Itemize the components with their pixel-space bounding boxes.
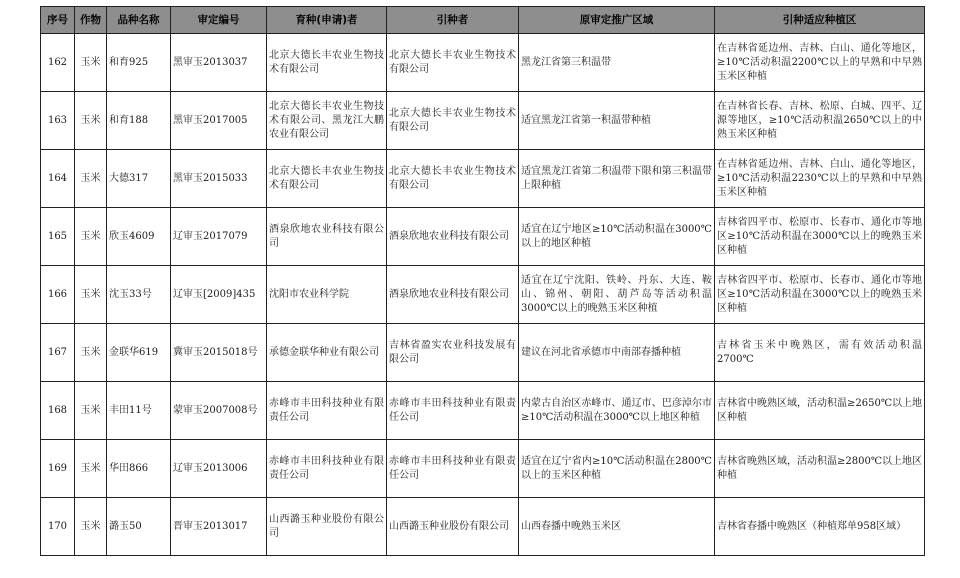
cell-introducer: 北京大德长丰农业生物技术有限公司 <box>387 92 519 150</box>
cell-variety: 丰田11号 <box>107 382 171 440</box>
cell-breeder: 沈阳市农业科学院 <box>267 266 387 324</box>
cell-variety: 欣玉4609 <box>107 208 171 266</box>
cell-original-region: 山西春播中晚熟玉米区 <box>519 498 715 556</box>
cell-breeder: 承德金联华种业有限公司 <box>267 324 387 382</box>
cell-index: 165 <box>41 208 75 266</box>
cell-index: 167 <box>41 324 75 382</box>
cell-crop: 玉米 <box>75 208 107 266</box>
cell-original-region: 适宜在辽宁省内≥10℃活动积温在2800℃以上的玉米区种植 <box>519 440 715 498</box>
cell-suitable-region: 吉林省晚熟区域，活动积温≥2800℃以上地区种植 <box>715 440 925 498</box>
cell-original-region: 建议在河北省承德市中南部春播种植 <box>519 324 715 382</box>
cell-variety: 金联华619 <box>107 324 171 382</box>
cell-approval-no: 冀审玉2015018号 <box>171 324 267 382</box>
cell-variety: 和育188 <box>107 92 171 150</box>
cell-breeder: 赤峰市丰田科技种业有限责任公司 <box>267 440 387 498</box>
cell-breeder: 赤峰市丰田科技种业有限责任公司 <box>267 382 387 440</box>
cell-original-region: 适宜黑龙江省第二积温带下限和第三积温带上限种植 <box>519 150 715 208</box>
cell-variety: 华田866 <box>107 440 171 498</box>
cell-crop: 玉米 <box>75 92 107 150</box>
cell-index: 166 <box>41 266 75 324</box>
cell-index: 169 <box>41 440 75 498</box>
cell-crop: 玉米 <box>75 34 107 92</box>
cell-introducer: 酒泉欣地农业科技有限公司 <box>387 266 519 324</box>
cell-original-region: 内蒙古自治区赤峰市、通辽市、巴彦淖尔市≥10℃活动积温在3000℃以上地区种植 <box>519 382 715 440</box>
cell-breeder: 酒泉欣地农业科技有限公司 <box>267 208 387 266</box>
cell-suitable-region: 吉林省中晚熟区域，活动积温≥2650℃以上地区种植 <box>715 382 925 440</box>
cell-suitable-region: 在吉林省长春、吉林、松原、白城、四平、辽源等地区，≥10℃活动积温2650℃以上的中熟玉米区种植 <box>715 92 925 150</box>
cell-breeder: 北京大德长丰农业生物技术有限公司 <box>267 150 387 208</box>
cell-index: 162 <box>41 34 75 92</box>
cell-suitable-region: 吉林省四平市、松原市、长春市、通化市等地区≥10℃活动积温在3000℃以上的晚熟玉米区种植 <box>715 266 925 324</box>
variety-introduction-table <box>40 6 925 556</box>
cell-crop: 玉米 <box>75 382 107 440</box>
header-crop: 作物 <box>75 7 107 34</box>
header-index: 序号 <box>41 7 75 34</box>
cell-index: 163 <box>41 92 75 150</box>
table-header <box>41 7 925 34</box>
cell-breeder: 北京大德长丰农业生物技术有限公司、黑龙江大鹏农业有限公司 <box>267 92 387 150</box>
header-row <box>41 7 925 34</box>
table-row <box>41 382 925 440</box>
cell-introducer: 赤峰市丰田科技种业有限责任公司 <box>387 382 519 440</box>
cell-suitable-region: 吉林省春播中晚熟区（种植郑单958区域） <box>715 498 925 556</box>
cell-approval-no: 黑审玉2015033 <box>171 150 267 208</box>
header-approval-no: 审定编号 <box>171 7 267 34</box>
cell-variety: 和育925 <box>107 34 171 92</box>
cell-index: 164 <box>41 150 75 208</box>
cell-crop: 玉米 <box>75 498 107 556</box>
cell-approval-no: 黑审玉2013037 <box>171 34 267 92</box>
header-breeder: 育种(申请)者 <box>267 7 387 34</box>
table-row <box>41 266 925 324</box>
cell-introducer: 山西潞玉种业股份有限公司 <box>387 498 519 556</box>
cell-approval-no: 晋审玉2013017 <box>171 498 267 556</box>
cell-crop: 玉米 <box>75 440 107 498</box>
cell-crop: 玉米 <box>75 150 107 208</box>
cell-variety: 大德317 <box>107 150 171 208</box>
cell-introducer: 北京大德长丰农业生物技术有限公司 <box>387 34 519 92</box>
table-body <box>41 34 925 556</box>
cell-original-region: 适宜在辽宁沈阳、铁岭、丹东、大连、鞍山、锦州、朝阳、葫芦岛等活动积温3000℃以上的晚熟玉米区种植 <box>519 266 715 324</box>
header-original-region: 原审定推广区域 <box>519 7 715 34</box>
cell-approval-no: 辽审玉2013006 <box>171 440 267 498</box>
cell-variety: 沈玉33号 <box>107 266 171 324</box>
cell-index: 170 <box>41 498 75 556</box>
cell-introducer: 吉林省盈实农业科技发展有限公司 <box>387 324 519 382</box>
cell-crop: 玉米 <box>75 324 107 382</box>
cell-crop: 玉米 <box>75 266 107 324</box>
table-row <box>41 150 925 208</box>
cell-approval-no: 黑审玉2017005 <box>171 92 267 150</box>
cell-suitable-region: 在吉林省延边州、吉林、白山、通化等地区，≥10℃活动积温2230℃以上的早熟和中早熟玉米区种植 <box>715 150 925 208</box>
cell-breeder: 山西潞玉种业股份有限公司 <box>267 498 387 556</box>
table-row <box>41 498 925 556</box>
cell-introducer: 酒泉欣地农业科技有限公司 <box>387 208 519 266</box>
cell-original-region: 适宜在辽宁地区≥10℃活动积温在3000℃以上的地区种植 <box>519 208 715 266</box>
cell-original-region: 黑龙江省第三积温带 <box>519 34 715 92</box>
table-row <box>41 440 925 498</box>
header-introducer: 引种者 <box>387 7 519 34</box>
cell-approval-no: 辽审玉2017079 <box>171 208 267 266</box>
table-row <box>41 208 925 266</box>
table-row <box>41 92 925 150</box>
table-row <box>41 34 925 92</box>
header-variety: 品种名称 <box>107 7 171 34</box>
cell-introducer: 赤峰市丰田科技种业有限责任公司 <box>387 440 519 498</box>
header-suitable-region: 引种适应种植区 <box>715 7 925 34</box>
table-row <box>41 324 925 382</box>
cell-variety: 潞玉50 <box>107 498 171 556</box>
cell-suitable-region: 吉林省玉米中晚熟区，需有效活动积温2700℃ <box>715 324 925 382</box>
cell-breeder: 北京大德长丰农业生物技术有限公司 <box>267 34 387 92</box>
cell-approval-no: 蒙审玉2007008号 <box>171 382 267 440</box>
cell-suitable-region: 在吉林省延边州、吉林、白山、通化等地区，≥10℃活动积温2200℃以上的早熟和中早熟玉米区种植 <box>715 34 925 92</box>
cell-original-region: 适宜黑龙江省第一积温带种植 <box>519 92 715 150</box>
cell-index: 168 <box>41 382 75 440</box>
cell-introducer: 北京大德长丰农业生物技术有限公司 <box>387 150 519 208</box>
cell-suitable-region: 吉林省四平市、松原市、长春市、通化市等地区≥10℃活动积温在3000℃以上的晚熟玉米区种植 <box>715 208 925 266</box>
cell-approval-no: 辽审玉[2009]435 <box>171 266 267 324</box>
